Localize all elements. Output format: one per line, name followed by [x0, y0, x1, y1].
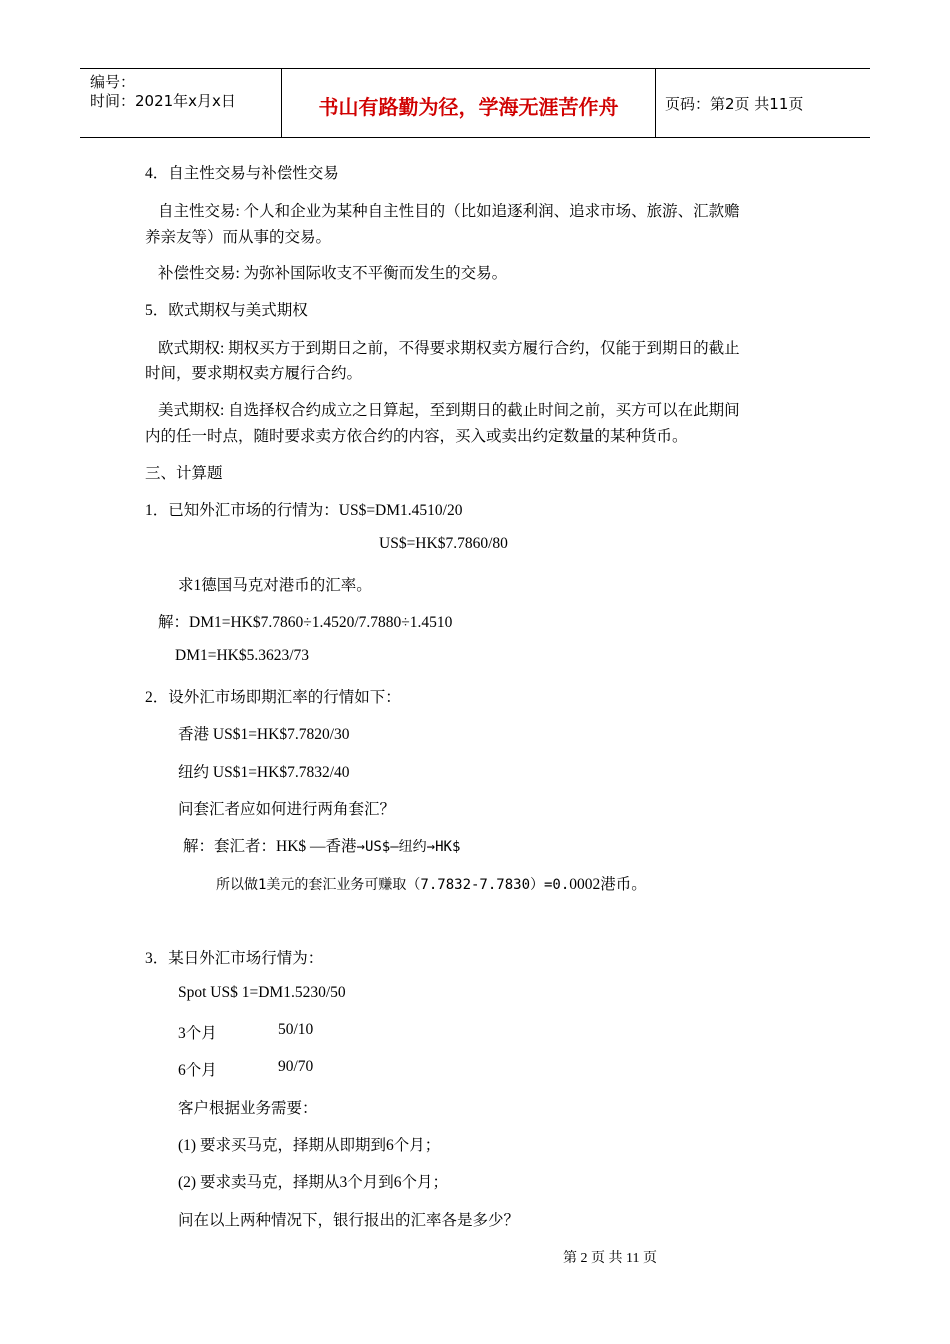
- question-2-line: 2．设外汇市场即期汇率的行情如下：: [145, 689, 401, 706]
- paragraph-line: 内的任一时点，随时要求卖方依合约的内容，买入或卖出约定数量的某种货币。: [145, 428, 688, 445]
- question-1-line: US$=HK$7.7860/80: [379, 535, 508, 552]
- section-3-title: 三、计算题: [145, 465, 223, 482]
- question-1-line: 求1德国马克对港币的汇率。: [178, 577, 372, 594]
- question-2-line: 问套汇者应如何进行两角套汇？: [178, 801, 396, 818]
- paragraph-line: 补偿性交易: 为弥补国际收支不平衡而发生的交易。: [158, 265, 508, 282]
- header-left-cell: [80, 69, 281, 137]
- header-middle-cell: [281, 69, 656, 137]
- forward-3m-label: 3个月: [178, 1025, 217, 1042]
- forward-6m-value: 90/70: [278, 1058, 314, 1075]
- question-2-solution: [183, 834, 460, 856]
- paragraph-line: 养亲友等）而从事的交易。: [145, 229, 332, 246]
- paragraph-line: 美式期权: 自选择权合约成立之日算起，至到期日的截止时间之前，买方可以在此期间: [158, 402, 740, 419]
- page-header: [80, 68, 870, 138]
- doc-time-label: 时间：2021年x月x日: [90, 92, 236, 110]
- paragraph-line: 欧式期权: 期权买方于到期日之前，不得要求期权卖方履行合约，仅能于到期日的截止: [158, 340, 740, 357]
- paragraph-line: 时间，要求期权卖方履行合约。: [145, 365, 363, 382]
- section-5-title: 5．欧式期权与美式期权: [145, 302, 308, 319]
- solution-text-mono: →US$—纽约→HK$: [356, 839, 461, 855]
- header-right-cell: [655, 69, 870, 137]
- header-page-label: 页码：第2页 共11页: [665, 95, 804, 113]
- solution-text-mono: 所以做1美元的套汇业务可赚取（7.7832-7.7830）=0.: [216, 877, 570, 893]
- question-3-line: (1) 要求买马克，择期从即期到6个月；: [178, 1137, 441, 1154]
- question-3-line: (2) 要求卖马克，择期从3个月到6个月；: [178, 1174, 448, 1191]
- solution-text: 解：套汇者：HK$ —香港: [183, 838, 357, 855]
- header-motto: 书山有路勤为径，学海无涯苦作舟: [318, 95, 619, 119]
- question-2-line: 纽约 US$1=HK$7.7832/40: [178, 764, 350, 781]
- page-footer: 第 2 页 共 11 页: [563, 1251, 657, 1266]
- question-1-solution: 解：DM1=HK$7.7860÷1.4520/7.7880÷1.4510: [158, 614, 453, 631]
- question-2-solution: [216, 872, 647, 894]
- question-3-line: 3．某日外汇市场行情为：: [145, 950, 324, 967]
- question-3-line: 客户根据业务需要：: [178, 1100, 318, 1117]
- question-2-line: 香港 US$1=HK$7.7820/30: [178, 726, 350, 743]
- question-3-line: Spot US$ 1=DM1.5230/50: [178, 984, 346, 1001]
- question-1-solution: DM1=HK$5.3623/73: [175, 647, 310, 664]
- solution-text: 0002港币。: [569, 876, 647, 893]
- doc-number-label: 编号：: [90, 73, 136, 91]
- question-1-line: 1．已知外汇市场的行情为：US$=DM1.4510/20: [145, 502, 463, 519]
- question-3-line: 问在以上两种情况下，银行报出的汇率各是多少？: [178, 1212, 520, 1229]
- section-4-title: 4．自主性交易与补偿性交易: [145, 165, 339, 182]
- paragraph-line: 自主性交易: 个人和企业为某种自主性目的（比如追逐利润、追求市场、旅游、汇款赡: [158, 203, 740, 220]
- forward-3m-value: 50/10: [278, 1021, 314, 1038]
- forward-6m-label: 6个月: [178, 1062, 217, 1079]
